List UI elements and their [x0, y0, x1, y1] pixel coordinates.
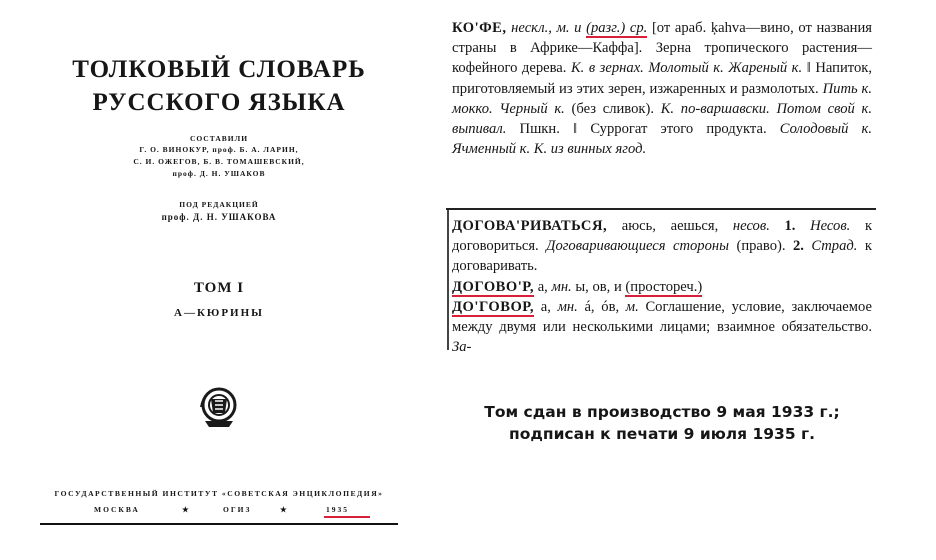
word-forms: а, [537, 278, 548, 295]
bottom-rule [40, 523, 398, 525]
definition: Суррогат этого продукта. [590, 121, 767, 138]
sense-number: 2. [792, 238, 804, 255]
example: К. в зернах. Молотый к. Жареный к. [570, 60, 803, 77]
style-label: (разг.) [586, 20, 626, 36]
example: За- [452, 339, 472, 356]
footer-line2: подписан к печати 9 июля 1935 г. [508, 425, 815, 443]
example: Пить к. мокко. Черный к. [452, 80, 872, 117]
imprint-star-2: ★ [280, 505, 289, 514]
definition: Напиток, приготовляемый из этих зерен, изжаренных и размолотых. [452, 60, 872, 97]
year-red-underline [324, 516, 370, 518]
definition: Соглашение, условие, заключаемое между двумя или несколькими лицами; взаимное обязательство. [452, 298, 872, 336]
example: Договаривающиеся стороны [546, 238, 730, 255]
ref-particle: к [864, 218, 873, 234]
word-forms: á, óв, [584, 298, 620, 315]
imprint-year: 1935 [326, 505, 349, 514]
imprint-ogiz: ОГИЗ [223, 505, 252, 514]
sense-number: 1. [784, 218, 796, 234]
gender-label: м. [625, 298, 639, 315]
sense-label: Страд. [811, 238, 858, 255]
example: Солодовый к. Ячменный к. К. из винных ягод. [452, 121, 873, 158]
entry-kofe [452, 18, 872, 159]
ref-particle: к [864, 238, 872, 255]
plural-label: мн. [551, 278, 572, 295]
source-abbrev: Пшкн. [519, 121, 560, 138]
word-forms: ы, ов, и [575, 278, 622, 295]
compiled-by-label: СОСТАВИЛИ [189, 134, 249, 143]
gender-label: ср. [629, 20, 648, 36]
volume-label: ТОМ I [193, 280, 245, 296]
sense-label: Несов. [810, 218, 851, 234]
sense-divider: ‖ [806, 60, 811, 77]
ref-word: договаривать. [452, 258, 538, 275]
entry-dogovarivatsya [452, 216, 872, 357]
authors-line2: С. И. ОЖЕГОВ, Б. В. ТОМАШЕВСКИЙ, [133, 157, 305, 166]
imprint-city: МОСКВА [94, 505, 140, 514]
definition: Зерна тропического растения—кофейного дерева. [452, 40, 872, 77]
plural-label: мн. [557, 298, 578, 315]
entry-headword: КО'ФЕ, [452, 20, 507, 36]
example-note: (право). [736, 238, 786, 255]
entry-headword: ДОГОВО'Р, [452, 278, 535, 295]
entry-headword: ДО'ГОВОР, [452, 298, 535, 315]
edited-by-label: ПОД РЕДАКЦИЕЙ [179, 200, 259, 209]
aspect-label: несов. [732, 218, 770, 234]
footer-line1: Том сдан в производство 9 мая 1933 г.; [484, 403, 840, 421]
authors-line3: проф. Д. Н. УШАКОВ [172, 169, 266, 178]
publisher-emblem-icon [197, 385, 241, 429]
example: К. по-варшавски. Потом свой к. выпивал. [452, 100, 872, 138]
example-note: (без сливок). [571, 100, 654, 117]
column-edge-line [447, 210, 449, 350]
imprint-star-1: ★ [182, 505, 191, 514]
dictionary-title-line2: РУССКОГО ЯЗЫКА [92, 89, 346, 116]
style-label-underlined: (простореч.) [625, 278, 703, 295]
volume-range: А—КЮРИНЫ [174, 307, 264, 319]
authors-line1: Г. О. ВИНОКУР, проф. Б. А. ЛАРИН, [139, 145, 299, 154]
word-forms: а, [540, 298, 551, 315]
conjunction: и [574, 20, 582, 36]
entry-headword: ДОГОВА'РИВАТЬСЯ, [452, 218, 608, 234]
ref-word: договориться. [452, 238, 539, 255]
grammar-note: нескл., м. [511, 20, 570, 36]
etymology: [от араб. ķahva—вино, от названия страны в Африке—Каффа]. [452, 20, 872, 57]
dictionary-title-line1: ТОЛКОВЫЙ СЛОВАРЬ [72, 56, 366, 83]
sense-divider: ‖ [573, 121, 578, 138]
underlined-razg [586, 20, 647, 38]
word-forms: аюсь, аешься, [621, 218, 719, 234]
clipping-separator [446, 208, 876, 210]
editor-name: проф. Д. Н. УШАКОВА [161, 212, 277, 222]
publisher-name: ГОСУДАРСТВЕННЫЙ ИНСТИТУТ «СОВЕТСКАЯ ЭНЦИКЛОПЕДИЯ» [54, 489, 384, 498]
